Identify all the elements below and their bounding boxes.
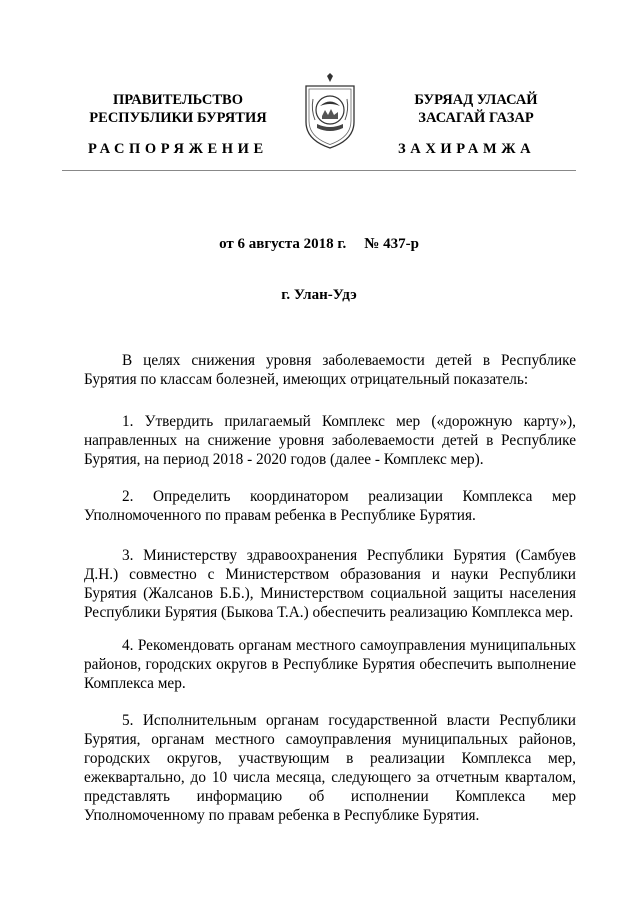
document-city: г. Улан-Удэ xyxy=(281,287,357,303)
issuer-line-1: ПРАВИТЕЛЬСТВО xyxy=(113,92,243,108)
issuer-buryat-line-2: ЗАСАГАЙ ГАЗАР xyxy=(418,110,534,126)
item-4-paragraph: 4. Рекомендовать органам местного самоуправления муниципальных районов, городских округов в Республике Бурятия обеспечить выполнение Комплекса мер. xyxy=(84,637,576,692)
coat-of-arms-emblem-icon xyxy=(300,72,360,150)
preamble-paragraph: В целях снижения уровня заболеваемости детей в Республике Бурятия по классам болезней, имеющих отрицательный показатель: xyxy=(84,352,576,388)
document-date: от 6 августа 2018 г. xyxy=(219,236,347,252)
item-2-paragraph: 2. Определить координатором реализации Комплекса мер Уполномоченного по правам ребенка в Республике Бурятия. xyxy=(84,488,576,524)
issuer-name-russian xyxy=(62,91,294,127)
document-type-russian: РАСПОРЯЖЕНИЕ xyxy=(88,141,268,157)
item-1-paragraph: 1. Утвердить прилагаемый Комплекс мер («дорожную карту»), направленных на снижение уровня заболеваемости детей в Республике Бурятия, на период 2018 - 2020 годов (далее - Комплекс мер). xyxy=(84,413,576,468)
issuer-name-buryat xyxy=(376,91,576,127)
document-type-buryat: ЗАХИРАМЖА xyxy=(398,141,536,157)
document-number: № 437-р xyxy=(364,236,419,252)
date-number-line xyxy=(62,236,576,253)
item-5-paragraph: 5. Исполнительным органам государственной власти Республики Бурятия, органам местного самоуправления муниципальных районов, городских округов, участвующим в реализации Комплекса мер, ежеквартально, до 10 числа месяца, следующего за отчетным кварталом, представлять информацию об исполнении Комплекса мер Уполномоченному по правам ребенка в Республике Бурятия. xyxy=(84,712,576,824)
item-3-paragraph: 3. Министерству здравоохранения Республики Бурятия (Самбуев Д.Н.) совместно с Министерством образования и науки Республики Бурятия (Жалсанов Б.Б.), Министерством социальной защиты населения Республики Бурятия (Быкова Т.А.) обеспечить реализацию Комплекса мер. xyxy=(84,547,576,621)
header-divider xyxy=(62,170,576,171)
issuer-line-2: РЕСПУБЛИКИ БУРЯТИЯ xyxy=(89,110,267,126)
issuer-buryat-line-1: БУРЯАД УЛАСАЙ xyxy=(414,92,538,108)
